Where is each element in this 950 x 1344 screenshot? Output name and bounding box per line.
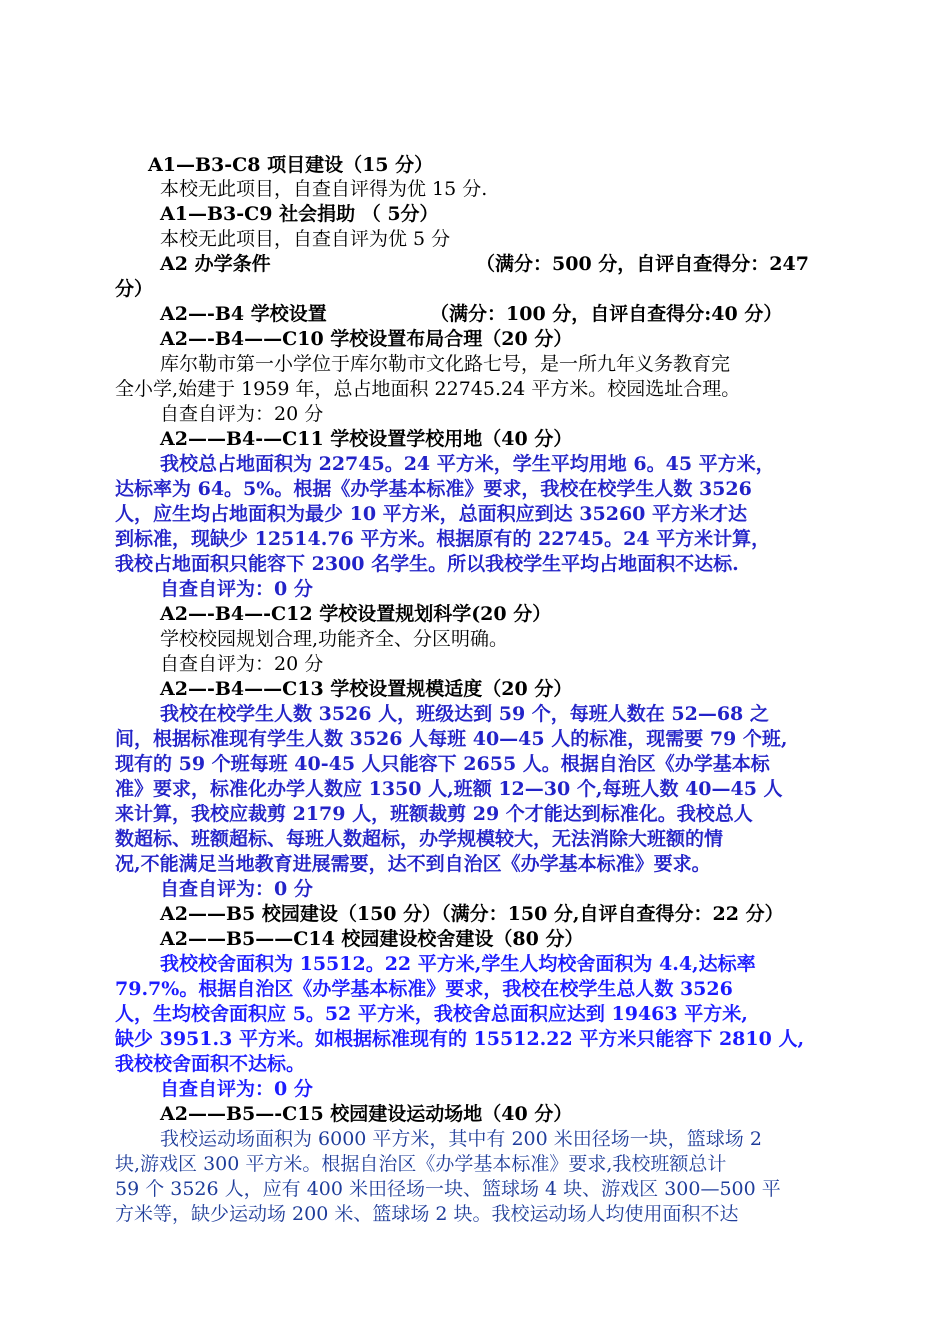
paragraph-line: 59 个 3526 人，应有 400 米田径场一块、篮球场 4 块、游戏区 300—500 平 (115, 1178, 781, 1200)
paragraph-line: 数超标、班额超标、每班人数超标，办学规模较大，无法消除大班额的情 (115, 828, 724, 850)
paragraph-line: 学校校园规划合理,功能齐全、分区明确。 (160, 628, 509, 650)
heading-c9: A1—B3-C9 社会捐助 （ 5分） (160, 203, 439, 225)
heading-c10: A2—-B4——C10 学校设置布局合理（20 分） (160, 328, 573, 350)
paragraph-line: 间，根据标准现有学生人数 3526 人每班 40—45 人的标准，现需要 79 个班, (115, 728, 788, 750)
paragraph-line: 况,不能满足当地教育进展需要，达不到自治区《办学基本标准》要求。 (115, 853, 711, 875)
paragraph-line: 人，应生均占地面积为最少 10 平方米，总面积应到达 35260 平方米才达 (115, 503, 748, 525)
paragraph-line: 来计算，我校应裁剪 2179 人，班额裁剪 29 个才能达到标准化。我校总人 (115, 803, 753, 825)
paragraph-line: 本校无此项目，自查自评为优 5 分 (160, 228, 451, 250)
self-score: 自查自评为：20 分 (160, 653, 324, 675)
heading-a2-score-cont: 分） (115, 278, 154, 300)
paragraph-line: 到标准，现缺少 12514.76 平方米。根据原有的 22745。24 平方米计算， (115, 528, 771, 550)
paragraph-line: 方米等，缺少运动场 200 米、篮球场 2 块。我校运动场人均使用面积不达 (115, 1203, 739, 1225)
paragraph-line: 现有的 59 个班每班 40-45 人只能容下 2655 人。根据自治区《办学基本标 (115, 753, 770, 775)
heading-c13: A2—-B4——C13 学校设置规模适度（20 分） (160, 678, 573, 700)
paragraph-line: 我校在校学生人数 3526 人，班级达到 59 个，每班人数在 52—68 之 (160, 703, 769, 725)
heading-b5: A2——B5 校园建设（150 分）（满分：150 分,自评自查得分：22 分） (160, 903, 784, 925)
heading-c12: A2—-B4—-C12 学校设置规划科学(20 分） (160, 603, 552, 625)
paragraph-line: 库尔勒市第一小学位于库尔勒市文化路七号，是一所九年义务教育完 (160, 353, 731, 375)
heading-c14: A2——B5——C14 校园建设校舍建设（80 分） (160, 928, 584, 950)
heading-c8: A1—B3-C8 项目建设（15 分） (148, 154, 434, 176)
paragraph-line: 准》要求，标准化办学人数应 1350 人,班额 12—30 个,每班人数 40—45 人 (115, 778, 783, 800)
self-score: 自查自评为：0 分 (160, 878, 313, 900)
paragraph-line: 我校总占地面积为 22745。24 平方米，学生平均用地 6。45 平方米， (160, 453, 775, 475)
heading-c15: A2——B5—-C15 校园建设运动场地（40 分） (160, 1103, 573, 1125)
heading-b4: A2—-B4 学校设置 (160, 303, 327, 325)
paragraph-line: 我校占地面积只能容下 2300 名学生。所以我校学生平均占地面积不达标. (115, 553, 739, 575)
heading-a2: A2 办学条件 (160, 253, 271, 275)
heading-b4-score: （满分：100 分，自评自查得分:40 分） (430, 303, 783, 325)
paragraph-line: 块,游戏区 300 平方米。根据自治区《办学基本标准》要求,我校班额总计 (115, 1153, 727, 1175)
paragraph-line: 我校运动场面积为 6000 平方米，其中有 200 米田径场一块，篮球场 2 (160, 1128, 762, 1150)
self-score: 自查自评为：20 分 (160, 403, 324, 425)
paragraph-line: 我校校舍面积为 15512。22 平方米,学生人均校舍面积为 4.4,达标率 (160, 953, 756, 975)
self-score: 自查自评为：0 分 (160, 1078, 313, 1100)
heading-c11: A2——B4-—C11 学校设置学校用地（40 分） (160, 428, 573, 450)
paragraph-line: 达标率为 64。5%。根据《办学基本标准》要求，我校在校学生人数 3526 (115, 478, 752, 500)
paragraph-line: 79.7%。根据自治区《办学基本标准》要求，我校在校学生总人数 3526 (115, 978, 733, 1000)
paragraph-line: 全小学,始建于 1959 年，总占地面积 22745.24 平方米。校园选址合理。 (115, 378, 741, 400)
self-score: 自查自评为：0 分 (160, 578, 313, 600)
paragraph-line: 我校校舍面积不达标。 (115, 1053, 306, 1075)
paragraph-line: 缺少 3951.3 平方米。如根据标准现有的 15512.22 平方米只能容下 2810 人, (115, 1028, 805, 1050)
paragraph-line: 本校无此项目，自查自评得为优 15 分. (160, 178, 488, 200)
heading-a2-score: （满分：500 分，自评自查得分：247 (476, 253, 809, 275)
paragraph-line: 人，生均校舍面积应 5。52 平方米，我校舍总面积应达到 19463 平方米, (115, 1003, 748, 1025)
